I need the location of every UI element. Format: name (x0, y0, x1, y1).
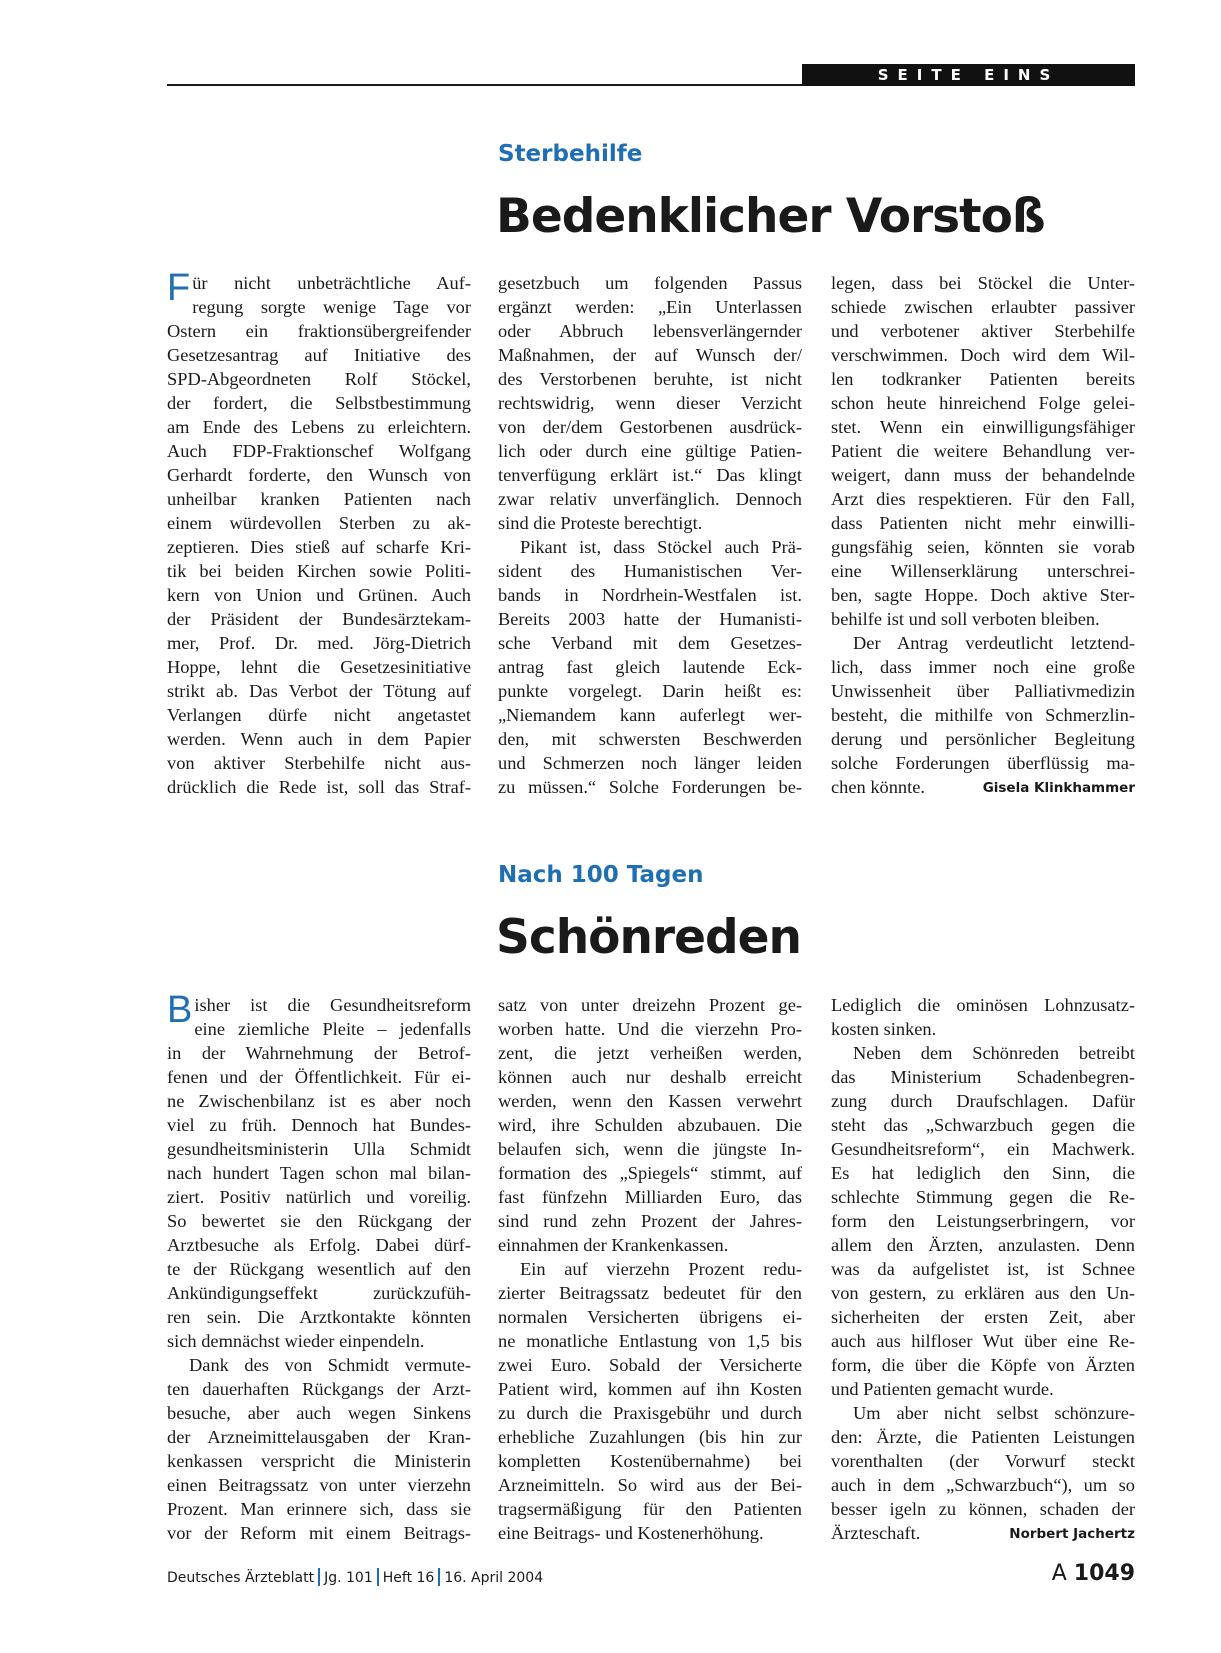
text-line: und Schmerzen noch länger leiden (498, 753, 802, 773)
text-line: ne monatliche Entlastung von 1,5 bis (498, 1331, 802, 1351)
text-line: von aktiver Sterbehilfe nicht aus- (167, 753, 471, 773)
text-line: tik bei beiden Kirchen sowie Politi- (167, 561, 471, 581)
text-line: wird, ihre Schulden abzubauen. Die (498, 1115, 802, 1135)
text-line: ne Zwischenbilanz ist es aber noch (167, 1091, 471, 1111)
text-line: Hoppe, lehnt die Gesetzesinitiative (167, 657, 471, 677)
text-line: sind die Proteste berechtigt. (498, 513, 703, 533)
text-line: viel zu früh. Dennoch hat Bundes- (167, 1115, 471, 1135)
text-line: solche Forderungen überflüssig ma- (831, 753, 1135, 773)
text-line: Pikant ist, dass Stöckel auch Prä- (520, 537, 802, 557)
page-prefix: A (1051, 1561, 1067, 1586)
text-line: antrag fast gleich lautende Eck- (498, 657, 802, 677)
text-line: von der/dem Gestorbenen ausdrück- (498, 417, 802, 437)
text-line: steht das „Schwarzbuch gegen die (831, 1115, 1135, 1135)
text-line: satz von unter dreizehn Prozent ge- (498, 995, 802, 1015)
text-line: form, die über die Köpfe von Ärzten (831, 1355, 1135, 1375)
text-line: werden. Wenn auch in dem Papier (167, 729, 471, 749)
text-line: am Ende des Lebens zu erleichtern. (167, 417, 471, 437)
text-line: sind rund zehn Prozent der Jahres- (498, 1211, 802, 1231)
text-line: von gestern, zu erklären aus den Un- (831, 1283, 1135, 1303)
text-line: Gesetzesantrag auf Initiative des (167, 345, 471, 365)
text-line: gesundheitsministerin Ulla Schmidt (167, 1139, 471, 1159)
article1-column-2 (498, 271, 802, 799)
article1-kicker: Sterbehilfe (498, 141, 643, 167)
article2-headline: Schönreden (496, 910, 801, 965)
text-line: fast fünfzehn Milliarden Euro, das (498, 1187, 802, 1207)
text-line: ziert. Positiv natürlich und voreilig. (167, 1187, 471, 1207)
text-line: Gerhardt forderte, den Wunsch von (167, 465, 471, 485)
text-line: So bewertet sie den Rückgang der (167, 1211, 471, 1231)
text-line: Verlangen dürfe nicht angetastet (167, 705, 471, 725)
text-line: einnahmen der Krankenkassen. (498, 1235, 729, 1255)
text-line: erhebliche Zuzahlungen (bis hin zur (498, 1427, 802, 1447)
text-line: auch in dem „Schwarzbuch“), um so (831, 1475, 1135, 1495)
text-line: Ein auf vierzehn Prozent redu- (520, 1259, 802, 1279)
text-line: der Arzneimittelausgaben der Kran- (167, 1427, 471, 1447)
text-line: Auch FDP-Fraktionschef Wolfgang (167, 441, 471, 461)
text-line: tenverfügung erklärt ist.“ Das klingt (498, 465, 802, 485)
text-line: zwar relativ unverfänglich. Dennoch (498, 489, 802, 509)
text-line: zwei Euro. Sobald der Versicherte (498, 1355, 802, 1375)
text-line: ren sein. Die Arztkontakte könnten (167, 1307, 471, 1327)
text-line: SPD-Abgeordneten Rolf Stöckel, (167, 369, 471, 389)
text-line: zung durch Draufschlagen. Dafür (831, 1091, 1135, 1111)
article1-headline: Bedenklicher Vorstoß (496, 189, 1045, 244)
text-line: sche Verband mit dem Gesetzes- (498, 633, 802, 653)
text-line: Patient die weitere Behandlung ver- (831, 441, 1135, 461)
text-line: vorenthalten (der Vorwurf steckt (831, 1451, 1135, 1471)
text-line: behilfe ist und soll verboten bleiben. (831, 609, 1100, 629)
text-line: Es hat lediglich den Sinn, die (831, 1163, 1135, 1183)
text-line: drücklich die Rede ist, soll das Straf- (167, 777, 471, 797)
text-line: chen könnte. Gisela Klinkhammer (831, 775, 1135, 799)
text-line: Arztbesuche als Erfolg. Dabei dürf- (167, 1235, 471, 1255)
article1-column-1 (167, 267, 471, 799)
article2-column-2 (498, 993, 802, 1545)
text-line: ür nicht unbeträchtliche Auf- (192, 273, 471, 293)
text-line: rechtswidrig, wenn dieser Verzicht (498, 393, 802, 413)
text-line: Bereits 2003 hatte der Humanisti- (498, 609, 802, 629)
text-line: isher ist die Gesundheitsreform (194, 995, 471, 1015)
text-line: formation des „Spiegels“ stimmt, auf (498, 1163, 802, 1183)
text-line: verschwimmen. Doch wird dem Wil- (831, 345, 1135, 365)
text-line: Um aber nicht selbst schönzure- (853, 1403, 1135, 1423)
article2-kicker: Nach 100 Tagen (498, 862, 704, 888)
journal-volume: Jg. 101 (324, 1570, 373, 1586)
text-line: form den Leistungserbringern, vor (831, 1211, 1135, 1231)
text-line: und verbotener aktiver Sterbehilfe (831, 321, 1135, 341)
journal-issue: Heft 16 (382, 1570, 435, 1586)
text-line: der fordert, die Selbstbestimmung (167, 393, 471, 413)
footer-separator (438, 1568, 440, 1586)
text-line: zeptieren. Dies stieß auf scharfe Kri- (167, 537, 471, 557)
text-line: den: Ärzte, die Patienten Leistungen (831, 1427, 1135, 1447)
text-line: den, mit schwersten Beschwerden (498, 729, 802, 749)
text-line: Gesundheitsreform“, ein Machwerk. (831, 1139, 1135, 1159)
section-label: SEITE EINS (802, 64, 1135, 86)
text-line: einem würdevollen Sterben zu ak- (167, 513, 471, 533)
text-line: ben, sagte Hoppe. Doch aktive Ster- (831, 585, 1135, 605)
text-line: unheilbar kranken Patienten nach (167, 489, 471, 509)
text-line: allem den Ärzten, anzulasten. Denn (831, 1235, 1135, 1255)
footer-citation (167, 1568, 543, 1586)
text-line: das Ministerium Schadenbegren- (831, 1067, 1135, 1087)
text-line: schiede zwischen erlaubter passiver (831, 297, 1135, 317)
text-line: Maßnahmen, der auf Wunsch der/ (498, 345, 802, 365)
text-line: Lediglich die ominösen Lohnzusatz- (831, 995, 1135, 1015)
text-line: schlechte Stimmung gegen die Re- (831, 1187, 1135, 1207)
text-line: derung und persönlicher Begleitung (831, 729, 1135, 749)
text-line: zu müssen.“ Solche Forderungen be- (498, 777, 802, 797)
text-line: lich, dass immer noch eine große (831, 657, 1135, 677)
text-line: lich oder durch eine gültige Patien- (498, 441, 802, 461)
text-line: stet. Wenn ein einwilligungsfähiger (831, 417, 1135, 437)
text-line: dass Patienten nicht mehr einwilli- (831, 513, 1135, 533)
text-line: Ostern ein fraktionsübergreifender (167, 321, 471, 341)
text-line: zierter Beitragssatz bedeutet für den (498, 1283, 802, 1303)
text-line: einen Beitragssatz von unter vierzehn (167, 1475, 471, 1495)
text-line: Neben dem Schönreden betreibt (853, 1043, 1135, 1063)
text-line: punkte vorgelegt. Darin heißt es: (498, 681, 802, 701)
text-line: tragsermäßigung für den Patienten (498, 1499, 802, 1519)
text-line: ergänzt werden: „Ein Unterlassen (498, 297, 802, 317)
text-line: eine ziemliche Pleite – jedenfalls (194, 1019, 471, 1039)
text-line: gesetzbuch um folgenden Passus (498, 273, 802, 293)
text-line: besser igeln zu können, schaden der (831, 1499, 1135, 1519)
text-line: kern von Union und Grünen. Auch (167, 585, 471, 605)
text-line: belaufen sich, wenn die jüngste In- (498, 1139, 802, 1159)
text-line: fenen und der Öffentlichkeit. Für ei- (167, 1067, 471, 1087)
text-line: zu durch die Praxisgebühr und durch (498, 1403, 802, 1423)
text-line: strikt ab. Das Verbot der Tötung auf (167, 681, 471, 701)
text-line: können auch nur deshalb erreicht (498, 1067, 802, 1087)
text-line: in der Wahrnehmung der Betrof- (167, 1043, 471, 1063)
text-line: eine Willenserklärung unterschrei- (831, 561, 1135, 581)
text-line: te der Rückgang wesentlich auf den (167, 1259, 471, 1279)
text-line: auch aus hilfloser Wut über eine Re- (831, 1331, 1135, 1351)
text-line: Arzneimitteln. So wird aus der Bei- (498, 1475, 802, 1495)
page-number (1052, 1561, 1135, 1586)
text-line: „Niemandem kann auferlegt wer- (498, 705, 802, 725)
text-line: kenkassen verspricht die Ministerin (167, 1451, 471, 1471)
text-line: bands in Nordrhein-Westfalen ist. (498, 585, 802, 605)
footer-separator (318, 1568, 320, 1586)
text-line: gungsfähig seien, könnten sie vorab (831, 537, 1135, 557)
text-line: ten dauerhaften Rückgangs der Arzt- (167, 1379, 471, 1399)
text-line: nach hundert Tagen schon mal bilan- (167, 1163, 471, 1183)
page-number-value: 1049 (1073, 1561, 1135, 1586)
text-line: kosten sinken. (831, 1019, 937, 1039)
text-line: regung sorgte wenige Tage vor (192, 297, 471, 317)
article2-column-1 (167, 989, 471, 1545)
text-line: Prozent. Man erinnere sich, dass sie (167, 1499, 471, 1519)
text-line: Arzt dies respektieren. Für den Fall, (831, 489, 1135, 509)
text-line: eine Beitrags- und Kostenerhöhung. (498, 1523, 764, 1543)
text-line: weigert, dann muss der behandelnde (831, 465, 1135, 485)
text-line: len todkranker Patienten bereits (831, 369, 1135, 389)
text-line: sicherheiten der ersten Zeit, aber (831, 1307, 1135, 1327)
text-line: Unwissenheit über Palliativmedizin (831, 681, 1135, 701)
text-line: schon heute hinreichend Folge gelei- (831, 393, 1135, 413)
text-line: Patient wird, kommen auf ihn Kosten (498, 1379, 802, 1399)
text-line: vor der Reform mit einem Beitrags- (167, 1523, 471, 1543)
author-name: Gisela Klinkhammer (982, 780, 1135, 796)
article2-column-3 (831, 993, 1135, 1546)
text-line: sident des Humanistischen Ver- (498, 561, 802, 581)
text-line: worben hatte. Und die vierzehn Pro- (498, 1019, 802, 1039)
drop-cap: F (167, 267, 191, 309)
text-line: zent, die jetzt verheißen werden, (498, 1043, 802, 1063)
article1-column-3 (831, 271, 1135, 800)
text-line: und Patienten gemacht wurde. (831, 1379, 1054, 1399)
text-line: Der Antrag verdeutlicht letztend- (853, 633, 1135, 653)
text-line: mer, Prof. Dr. med. Jörg-Dietrich (167, 633, 471, 653)
text-line: Dank des von Schmidt vermute- (189, 1355, 471, 1375)
text-line: der Präsident der Bundesärztekam- (167, 609, 471, 629)
footer-separator (377, 1568, 379, 1586)
text-line: legen, dass bei Stöckel die Unter- (831, 273, 1135, 293)
text-line: des Verstorbenen beruhte, ist nicht (498, 369, 802, 389)
text-line: Ärzteschaft. Norbert Jachertz (831, 1521, 1135, 1545)
text-line: normalen Versicherten übrigens ei- (498, 1307, 802, 1327)
journal-name: Deutsches Ärzteblatt (167, 1570, 315, 1586)
drop-cap: B (167, 989, 193, 1031)
author-name: Norbert Jachertz (1009, 1526, 1135, 1542)
journal-date: 16. April 2004 (444, 1570, 544, 1586)
text-line: was da aufgelistet ist, ist Schnee (831, 1259, 1135, 1279)
text-line: Ankündigungseffekt zurückzufüh- (167, 1283, 471, 1303)
text-line: sich demnächst wieder einpendeln. (167, 1331, 425, 1351)
text-line: oder Abbruch lebensverlängernder (498, 321, 802, 341)
text-line: besuche, aber auch wegen Sinkens (167, 1403, 471, 1423)
text-line: werden, wenn den Kassen verwehrt (498, 1091, 802, 1111)
text-line: kompletten Kostenübernahme) bei (498, 1451, 802, 1471)
text-line: besteht, die mithilfe von Schmerzlin- (831, 705, 1135, 725)
